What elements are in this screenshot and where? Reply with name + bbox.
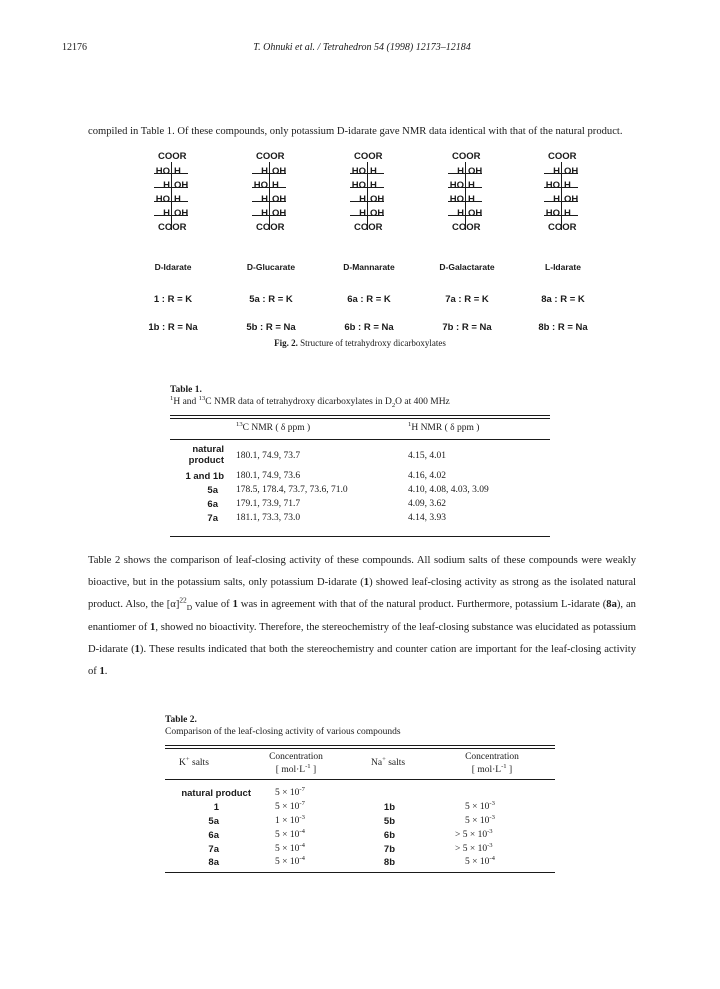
bottom-group: COOR [354,222,383,233]
rotation-temperature: 22 [179,595,187,605]
right-substituent: H [174,194,181,205]
col-header-na-concentration [447,751,537,777]
sodium-salt-label: 5b : R = Na [246,322,296,333]
potassium-salt-label: 7a : R = K [445,294,489,305]
value-exponent: -3 [487,827,493,835]
row-label-natural-product [170,444,224,466]
structure-l-idarate [518,150,608,335]
value-exponent: -3 [489,813,495,821]
table-cell [455,827,493,840]
right-substituent: H [564,208,571,219]
value-exponent: -3 [489,799,495,807]
para2-config-2: L [561,599,568,611]
left-substituent: HO [155,194,170,205]
title-part-a: H and [173,397,199,407]
para1-configuration: D [336,126,345,137]
left-substituent: H [553,166,560,177]
value-exponent: -4 [299,841,305,849]
left-substituent: HO [253,180,268,191]
body-paragraph-1 [88,124,636,140]
col-header-h1 [408,420,480,433]
row-label-line: natural [192,444,224,455]
right-substituent: OH [272,208,287,219]
table-cell [465,799,495,812]
right-substituent: OH [174,180,189,191]
sodium-salt-label: 7b : R = Na [442,322,492,333]
figure-caption [0,338,720,348]
bottom-group: COOR [452,222,481,233]
table-body [165,780,555,872]
table-cell [455,841,493,854]
right-substituent: OH [468,166,483,177]
table-cell [275,854,305,867]
title-part-b: C NMR data of tetrahydroxy dicarboxylates in D [205,397,392,407]
left-substituent: H [359,208,366,219]
bottom-group: COOR [256,222,285,233]
compound-ref: 1 [134,643,140,655]
para2-s6: -idarate ( [567,599,607,611]
title-sup-2: 13 [198,394,206,402]
unit-b: ] [310,765,317,775]
row-label: 7b [383,844,395,855]
para2-s8: , showed no bioactivity. Therefore, the stereochemistry of the leaf-closing substance was elucidated as potassium [155,621,636,633]
table-bottom-rule [165,872,555,873]
unit-label [447,764,537,777]
row-label: natural product [181,788,251,799]
left-substituent: HO [155,166,170,177]
value-mantissa: 5 × 10 [465,816,490,826]
unit-a: [ mol·L [471,765,502,775]
left-substituent: HO [545,208,560,219]
row-label: 1 and 1b [185,471,224,482]
structure-name: D-Galactarate [439,262,495,272]
value-mantissa: 5 × 10 [465,857,490,867]
h1-sup: 1 [408,420,412,428]
na-head-sup: + [382,755,386,763]
unit-sup: -1 [305,762,311,770]
table-cell [275,827,305,840]
structure-name: L-Idarate [545,262,581,272]
top-group: COOR [452,151,481,162]
unit-sup: -1 [501,762,507,770]
value-mantissa: 5 × 10 [275,830,300,840]
figure-label: Fig. 2. [274,338,298,348]
table-cell [275,799,305,812]
c13-label: C NMR ( δ ppm ) [242,423,311,433]
right-substituent: OH [564,166,579,177]
value-mantissa: 5 × 10 [275,844,300,854]
k-head-b: salts [189,758,209,768]
structure-name: D-Glucarate [246,262,296,272]
para2-s7: ), an enantiomer of [88,599,636,633]
structure-d-glucarate [226,150,316,335]
table-cell [465,854,495,867]
unit-a: [ mol·L [275,765,306,775]
value-mantissa: 1 × 10 [275,816,300,826]
para1-text-b: -idarate gave NMR data identical with that of the natural product. [344,126,623,137]
table-cell: 4.09, 3.62 [408,499,446,509]
para2-s3: ) showed leaf-closing activity as strong as the isolated natural product. Also, the [α] [88,577,636,611]
h1-label: H NMR ( δ ppm ) [411,423,480,433]
unit-label [251,764,341,777]
structure-name: D-Idarate [154,262,192,272]
para2-s1: Table 2 shows the comparison of leaf-closing activity of these compounds. All sodium salts of these compounds were weakly bioactive, but in the potassium salts, only potassium [88,555,636,589]
structure-d-mannarate [324,150,414,335]
structure-d-galactarate [422,150,512,335]
conc-label: Concentration [269,752,323,762]
left-substituent: HO [449,180,464,191]
page-number: 12176 [62,42,87,53]
value-exponent: -4 [299,854,305,862]
fischer-projection [422,150,512,250]
journal-citation: T. Ohnuki et al. / Tetrahedron 54 (1998) 12173–12184 [253,42,471,53]
sodium-salt-label: 1b : R = Na [148,322,198,333]
compound-ref: 1 [99,666,105,678]
right-substituent: OH [370,194,385,205]
right-substituent: H [468,180,475,191]
table-title [170,394,550,411]
left-substituent: HO [449,194,464,205]
running-head [62,42,662,56]
para2-s9: -idarate ( [95,643,135,655]
c13-sup: 13 [236,420,243,428]
row-label: 7a [208,844,219,855]
right-substituent: H [564,180,571,191]
value-exponent: -3 [299,813,305,821]
table-bottom-rule [170,536,550,537]
right-substituent: H [370,166,377,177]
left-substituent: HO [351,180,366,191]
row-label: 6a [207,499,218,510]
title-sub: 2 [391,401,396,409]
fischer-projection [128,150,218,250]
structure-name: D-Mannarate [343,262,395,272]
para1-text-a: compiled in Table 1. Of these compounds, only potassium [88,126,337,137]
table-2 [165,715,555,873]
para2-s4: value of [192,599,233,611]
table-cell: 180.1, 74.9, 73.7 [236,451,301,461]
na-head-b: salts [385,758,406,768]
right-substituent: OH [370,208,385,219]
structure-d-idarate [128,150,218,335]
left-substituent: H [163,208,170,219]
left-substituent: H [261,166,268,177]
table-header [165,749,555,779]
top-group: COOR [158,151,187,162]
table-title: Comparison of the leaf-closing activity of various compounds [165,727,401,737]
value-exponent: -4 [489,854,495,862]
row-label: 5b [383,816,395,827]
row-label: 5a [207,485,218,496]
table-cell [275,813,305,826]
table-cell: 179.1, 73.9, 71.7 [236,499,301,509]
left-substituent: H [457,208,464,219]
table-label: Table 1. [170,385,202,395]
bottom-group: COOR [548,222,577,233]
table-cell: 180.1, 74.9, 73.6 [236,471,301,481]
left-substituent: H [163,180,170,191]
table-cell: 181.1, 73.3, 73.0 [236,513,301,523]
fischer-projection [324,150,414,250]
left-substituent: HO [351,166,366,177]
na-head-a: Na [371,758,383,768]
conc-label: Concentration [465,752,519,762]
value-mantissa: 5 × 10 [275,857,300,867]
value-exponent: -7 [299,799,305,807]
col-header-na-salts [371,755,406,768]
right-substituent: OH [468,208,483,219]
value-exponent: -7 [299,785,305,793]
right-substituent: H [174,166,181,177]
right-substituent: OH [564,194,579,205]
potassium-salt-label: 1 : R = K [153,294,193,305]
right-substituent: OH [272,166,287,177]
figure-caption-text: Structure of tetrahydroxy dicarboxylates [297,338,446,348]
right-substituent: OH [272,194,287,205]
fischer-projection [226,150,316,250]
left-substituent: H [457,166,464,177]
row-label: 6a [208,830,219,841]
top-group: COOR [354,151,383,162]
left-substituent: HO [545,180,560,191]
table-cell: 178.5, 178.4, 73.7, 73.6, 71.0 [236,485,348,495]
sodium-salt-label: 6b : R = Na [344,322,394,333]
right-substituent: H [272,180,279,191]
table-cell: 4.10, 4.08, 4.03, 3.09 [408,485,489,495]
table-body [170,440,550,536]
table-cell: 4.14, 3.93 [408,513,446,523]
top-group: COOR [548,151,577,162]
bottom-group: COOR [158,222,187,233]
para2-s2: -idarate ( [324,577,364,589]
value-mantissa: 5 × 10 [275,802,300,812]
para2-config-3: D [88,643,96,655]
potassium-salt-label: 5a : R = K [249,294,293,305]
value-mantissa: > 5 × 10 [455,844,488,854]
figure-2-structures [128,150,608,335]
k-head-sup: + [185,755,190,763]
title-sup-1: 1 [170,394,174,402]
value-exponent: -3 [487,841,493,849]
table-header [170,419,550,439]
para2-s10: ). These results indicated that both the stereochemistry and counter cation are important for the leaf-closing activity of [88,643,636,678]
k-head-a: K [179,758,186,768]
row-label-line: product [188,455,224,466]
unit-b: ] [506,765,513,775]
fischer-projection [518,150,608,250]
row-label: 8b [383,857,395,868]
para2-s5: was in agreement with that of the natural product. Furthermore, potassium [237,599,562,611]
row-label: 1 [213,802,219,813]
row-label: 1b [383,802,395,813]
compound-ref: 8a [606,599,617,611]
value-mantissa: > 5 × 10 [455,830,488,840]
table-1 [170,385,550,537]
value-exponent: -4 [299,827,305,835]
table-cell [275,841,305,854]
body-paragraph-2 [88,550,636,683]
para2-config-1: D [316,577,325,589]
rotation-line: D [186,603,193,613]
table-cell: 4.15, 4.01 [408,451,446,461]
row-label: 6b [383,830,395,841]
table-cell [275,785,305,798]
right-substituent: H [370,180,377,191]
sodium-salt-label: 8b : R = Na [538,322,588,333]
left-substituent: H [553,194,560,205]
title-part-c: O at 400 MHz [395,397,450,407]
row-label: 8a [208,857,219,868]
right-substituent: OH [174,208,189,219]
col-header-k-salts [179,755,209,768]
left-substituent: H [261,208,268,219]
potassium-salt-label: 8a : R = K [541,294,585,305]
col-header-k-concentration [251,751,341,777]
compound-ref: 1 [232,599,238,611]
table-cell: 4.16, 4.02 [408,471,446,481]
row-label: 5a [208,816,219,827]
top-group: COOR [256,151,285,162]
col-header-c13 [236,420,311,433]
value-mantissa: 5 × 10 [275,788,300,798]
table-cell [465,813,495,826]
compound-ref: 1 [150,621,156,633]
para2-s11: . [104,666,108,678]
potassium-salt-label: 6a : R = K [347,294,391,305]
table-label: Table 2. [165,715,197,725]
value-mantissa: 5 × 10 [465,802,490,812]
left-substituent: H [261,194,268,205]
right-substituent: H [468,194,475,205]
compound-ref: 1 [363,577,370,589]
left-substituent: H [359,194,366,205]
row-label: 7a [207,513,218,524]
